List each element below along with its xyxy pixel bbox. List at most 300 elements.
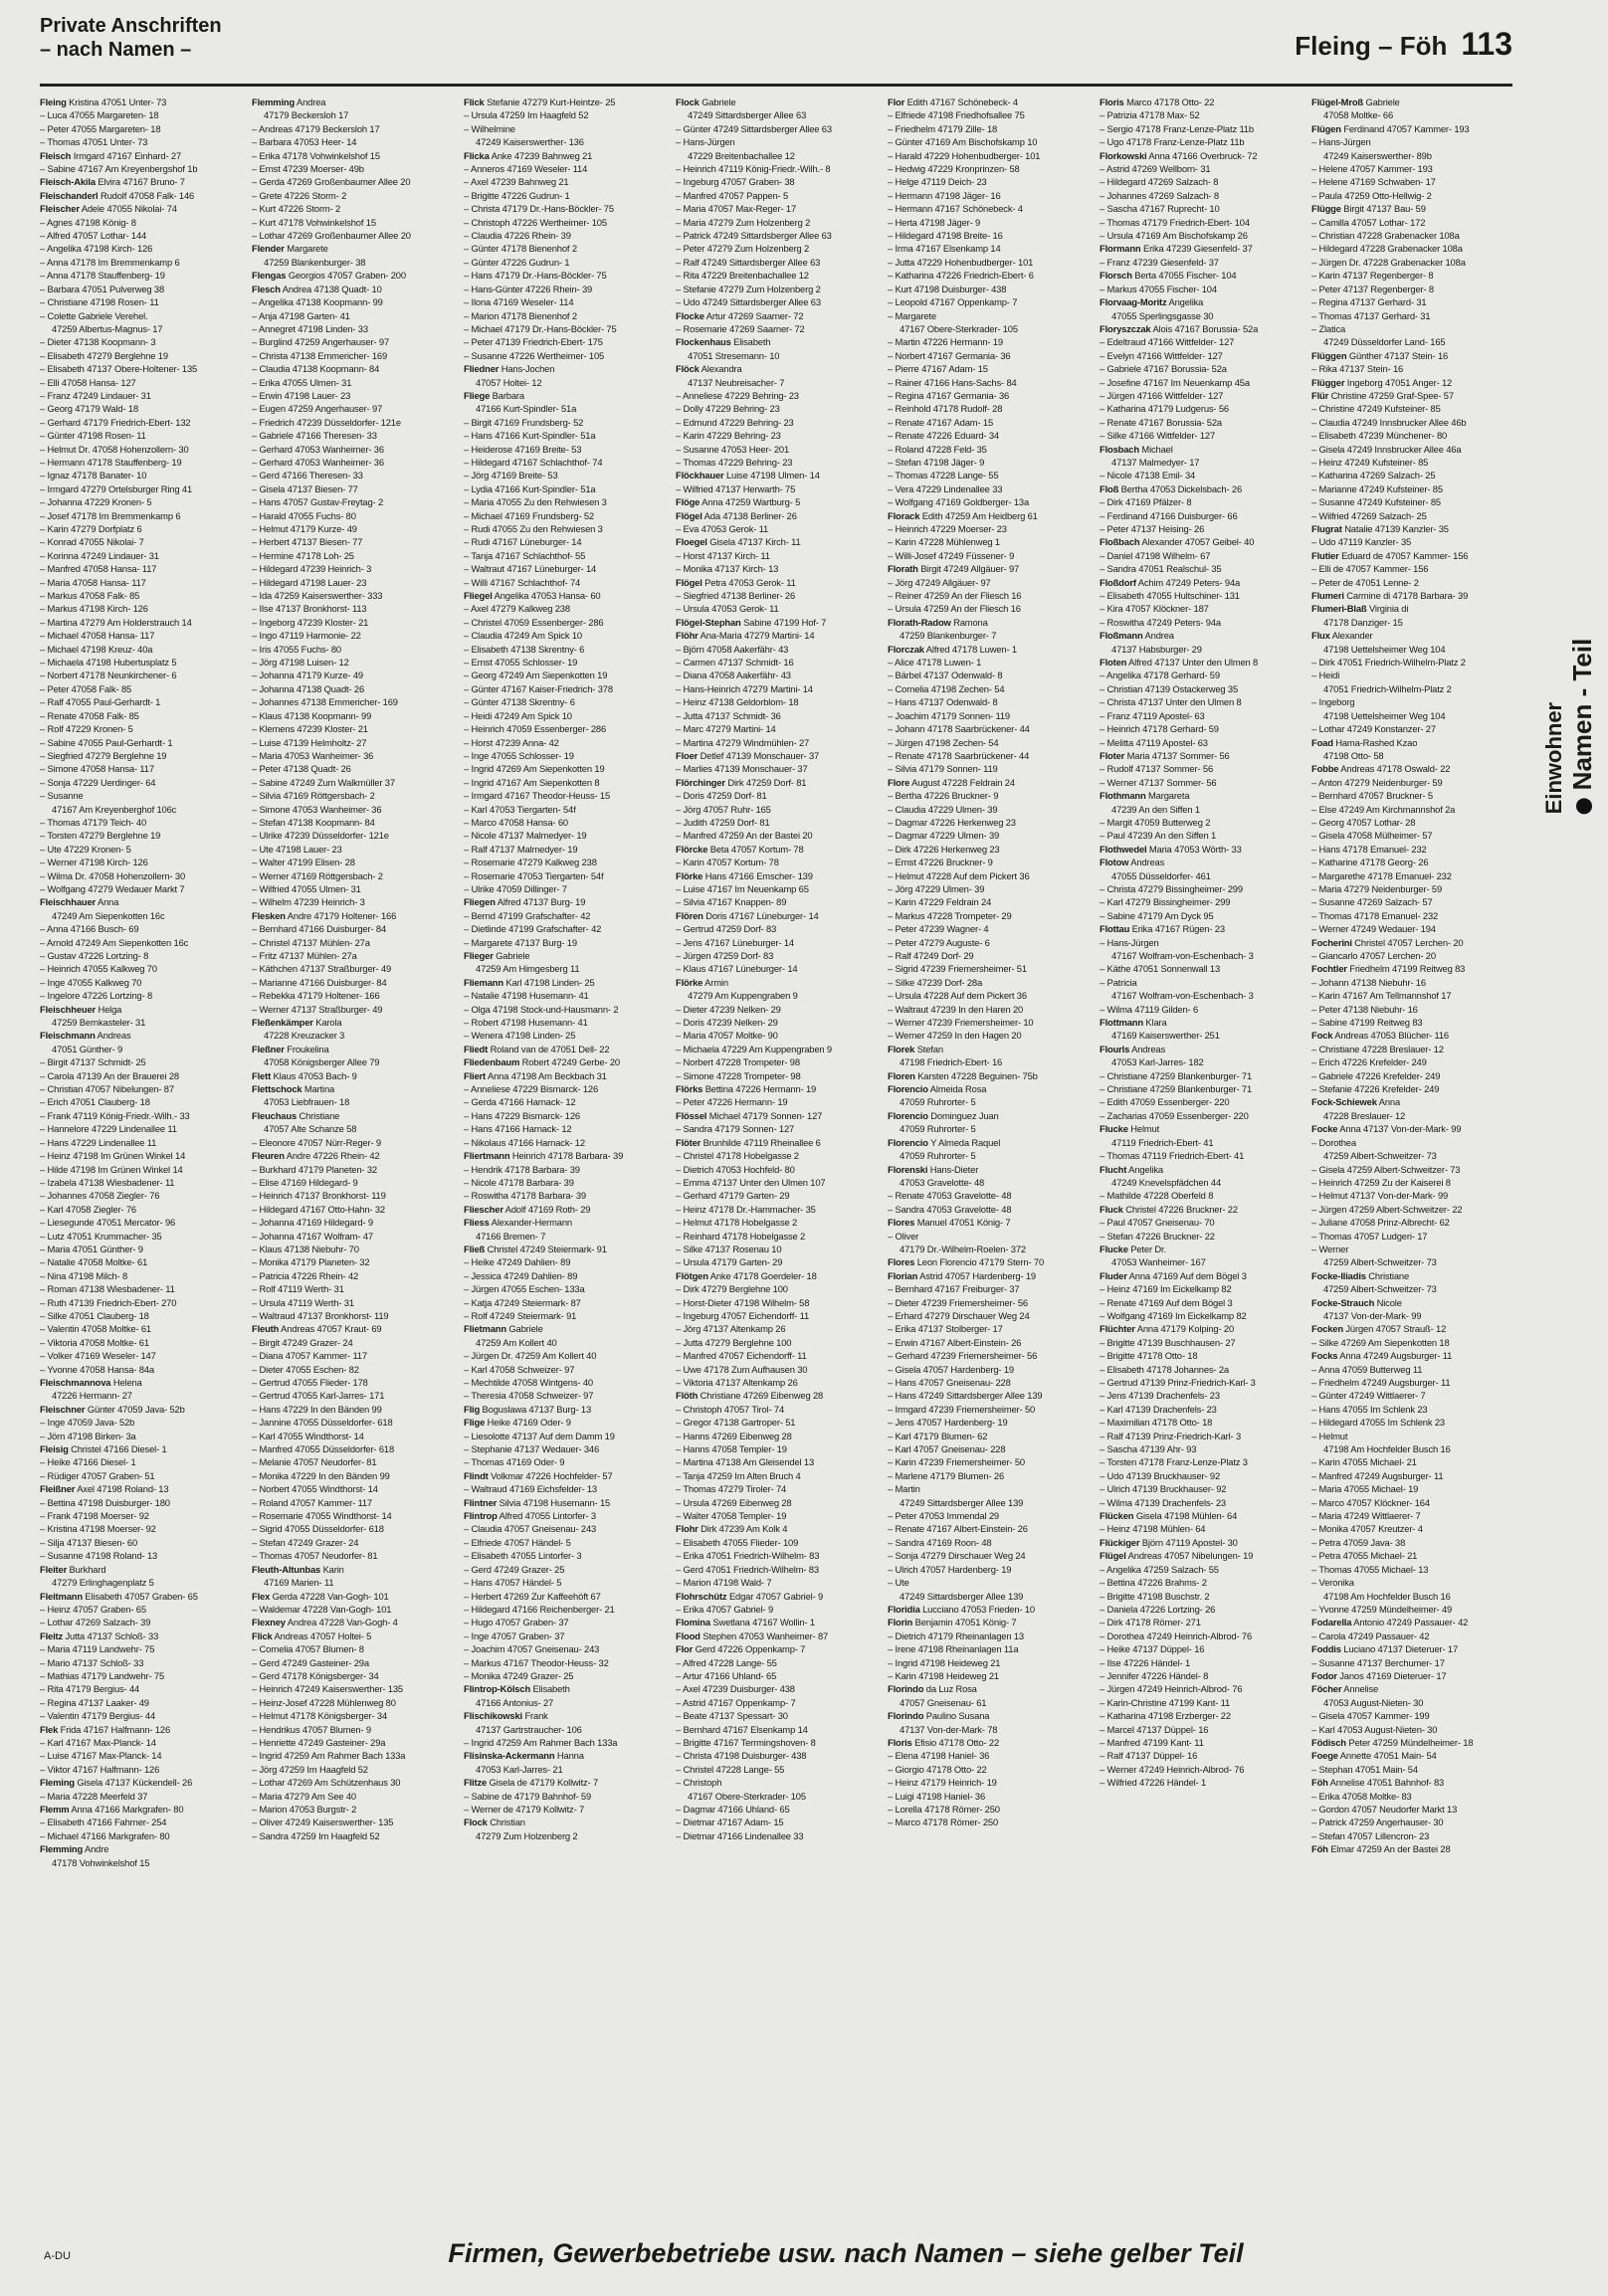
directory-entry: – Silke 47166 Wittfelder- 127 [1100, 430, 1216, 442]
directory-entry: – Ingrid 47259 Am Rahmer Bach 133a [252, 1750, 406, 1762]
directory-entry: – Juliane 47058 Prinz-Albrecht- 62 [1311, 1217, 1450, 1229]
directory-entry: 47228 Breslauer- 12 [1323, 1109, 1406, 1121]
directory-entry: – Gisela 47058 Mülheimer- 57 [1311, 830, 1433, 842]
directory-entry: Flören Doris 47167 Lüneburger- 14 [676, 909, 819, 921]
entry-surname: Florin [888, 1617, 913, 1628]
directory-entry: – Ilse 47137 Bronkhorst- 113 [252, 603, 367, 615]
directory-entry: – Heinrich 47178 Gerhard- 59 [1100, 723, 1219, 735]
directory-entry: Florath Birgit 47249 Allgäuer- 97 [888, 563, 1020, 575]
directory-entry: Fleßner Froukelina [252, 1043, 329, 1054]
directory-entry: – Manfred 47057 Eichendorff- 11 [676, 1350, 807, 1362]
directory-column-1 [40, 96, 239, 2214]
entry-surname: Flisinska-Ackermann [464, 1750, 555, 1762]
directory-entry: – Arnold 47249 Am Siepenkotten 16c [40, 936, 189, 948]
directory-entry: – Axel 47279 Kalkweg 238 [464, 603, 570, 615]
entry-surname: Floten [1100, 657, 1127, 669]
directory-entry: Florian Astrid 47057 Hardenberg- 19 [888, 1269, 1036, 1281]
directory-entry: Flucke Peter Dr. [1100, 1243, 1166, 1254]
directory-entry: – Waltraut 47239 In den Haren 20 [888, 1003, 1024, 1015]
entry-surname: Fliemann [464, 976, 503, 988]
directory-entry: – Karin 47137 Regenberger- 8 [1311, 270, 1434, 282]
entry-surname: Flengas [252, 270, 287, 282]
directory-entry: – Waldemar 47228 Van-Gogh- 101 [252, 1603, 392, 1615]
directory-entry: – Leopold 47167 Oppenkamp- 7 [888, 296, 1018, 308]
directory-entry: – Yvonne 47259 Mündelheimer- 49 [1311, 1603, 1453, 1615]
directory-entry: 47051 Friedrich-Wilhelm-Platz 2 [1323, 682, 1452, 694]
entry-surname: Fliescher [464, 1203, 503, 1215]
directory-entry: – Hildegard 47166 Reichenberger- 21 [464, 1603, 615, 1615]
directory-entry: – Agnes 47198 König- 8 [40, 216, 136, 228]
directory-entry: Flemming Andrea [252, 96, 326, 107]
directory-entry: – Bernhard 47167 Freiburger- 37 [888, 1283, 1020, 1295]
directory-entry: – Werner 47198 Kirch- 126 [40, 857, 148, 868]
directory-entry: – Rosemarie 47269 Saarner- 72 [676, 322, 805, 334]
directory-entry: – Olga 47198 Stock-und-Hausmann- 2 [464, 1003, 619, 1015]
directory-entry: – Korinna 47249 Lindauer- 31 [40, 549, 159, 561]
directory-entry: – Evelyn 47166 Wittfelder- 127 [1100, 349, 1223, 361]
entry-surname: Florek [888, 1043, 915, 1054]
directory-entry: – Birgit 47137 Schmidt- 25 [40, 1056, 146, 1068]
entry-surname: Fleischmann [40, 1030, 96, 1042]
entry-surname: Fleuren [252, 1150, 285, 1162]
entry-surname: Fliege [464, 389, 491, 401]
directory-entry: – Horst-Dieter 47198 Wilhelm- 58 [676, 1296, 810, 1308]
directory-entry: – Thomas 47229 Behring- 23 [676, 456, 793, 468]
directory-entry: – Karin 47055 Michael- 21 [1311, 1456, 1417, 1468]
entry-surname: Flörke [676, 869, 704, 881]
directory-entry: Flötgen Anke 47178 Goerdeler- 18 [676, 1269, 817, 1281]
directory-entry: Flüchter Anna 47179 Kolping- 20 [1100, 1323, 1235, 1335]
directory-entry: – Heidi 47249 Am Spick 10 [464, 709, 572, 721]
directory-entry: – Regina 47137 Gerhard- 31 [1311, 296, 1427, 308]
directory-entry: – Käthe 47051 Sonnenwall 13 [1100, 963, 1221, 975]
entry-surname: Flintner [464, 1496, 498, 1508]
directory-entry: – Jörg 47249 Allgäuer- 97 [888, 576, 991, 588]
directory-column-6 [1100, 96, 1299, 2214]
directory-entry: Flögel Ada 47138 Berliner- 26 [676, 509, 797, 521]
entry-surname: Fleischhauer [40, 896, 97, 908]
directory-entry: – Georg 47057 Lothar- 28 [1311, 816, 1416, 828]
directory-entry: Foege Annette 47051 Main- 54 [1311, 1750, 1437, 1762]
directory-entry: 47166 Bremen- 7 [476, 1230, 546, 1242]
directory-entry: – Bettina 47226 Brahms- 2 [1100, 1577, 1207, 1589]
entry-surname: Flitze [464, 1777, 488, 1789]
directory-entry: 47259 Albert-Schweitzer- 73 [1323, 1150, 1437, 1162]
entry-surname: Fleischmannova [40, 1377, 111, 1388]
directory-entry: Flores Manuel 47051 König- 7 [888, 1217, 1011, 1229]
directory-entry: – Jörg 47229 Ulmen- 39 [888, 882, 985, 894]
directory-entry: Flor Gerd 47226 Oppenkamp- 7 [676, 1643, 806, 1655]
directory-entry: Flössel Michael 47179 Sonnen- 127 [676, 1109, 823, 1121]
directory-entry: – Werner 47249 Wedauer- 194 [1311, 923, 1436, 935]
directory-entry: 47179 Beckersloh 17 [264, 109, 349, 121]
directory-entry: – Margarethe 47178 Emanuel- 232 [1311, 869, 1452, 881]
directory-entry: 47167 Am Kreyenberghof 106c [52, 803, 177, 815]
directory-entry: – Karin 47228 Mühlenweg 1 [888, 536, 1000, 548]
entry-surname: Florack [888, 509, 920, 521]
directory-entry: 47198 Am Hochfelder Busch 16 [1323, 1443, 1451, 1455]
directory-entry: – Heiderose 47169 Breite- 53 [464, 443, 582, 455]
directory-entry: Fock Andreas 47053 Blücher- 116 [1311, 1030, 1449, 1042]
directory-entry: – Roman 47138 Wiesbadener- 11 [40, 1283, 175, 1295]
directory-entry: 47167 Obere-Sterkrader- 105 [900, 322, 1018, 334]
directory-entry: – Silke 47137 Rosenau 10 [676, 1243, 782, 1254]
directory-entry: – Maria 47228 Meerfeld 37 [40, 1790, 148, 1802]
entry-surname: Flesch [252, 283, 281, 294]
directory-entry: Floßmann Andrea [1100, 630, 1174, 642]
directory-entry: – Sandra 47169 Roon- 48 [888, 1536, 992, 1548]
directory-entry: Flöth Christiane 47269 Eibenweg 28 [676, 1390, 824, 1402]
directory-entry: Flügel-Mroß Gabriele [1311, 96, 1400, 107]
directory-entry: Focke Anna 47137 Von-der-Mark- 99 [1311, 1123, 1462, 1135]
directory-entry: – Norbert 47228 Trompeter- 98 [676, 1056, 800, 1068]
directory-entry: – Renate 47169 Auf dem Bögel 3 [1100, 1296, 1233, 1308]
entry-surname: Flex [252, 1590, 271, 1602]
directory-entry: – Lothar 47269 Großenbaumer Allee 20 [252, 230, 411, 242]
entry-surname: Focke [1311, 1123, 1338, 1135]
directory-entry: Fleischmannova Helena [40, 1377, 142, 1388]
directory-entry: – Karin 47167 Am Tellmannshof 17 [1311, 990, 1452, 1002]
directory-entry: – Izabela 47138 Wiesbadener- 11 [40, 1176, 175, 1188]
directory-entry: – Karin 47239 Friemersheimer- 50 [888, 1456, 1025, 1468]
directory-entry: 47169 Kaiserswerther- 251 [1111, 1030, 1220, 1042]
entry-surname: Flohrschütz [676, 1590, 727, 1602]
directory-entry: Foddis Luciano 47137 Dieteruer- 17 [1311, 1643, 1459, 1655]
directory-entry: – Markus 47198 Kirch- 126 [40, 603, 148, 615]
entry-surname: Fleischheuer [40, 1003, 97, 1015]
directory-entry: – Valentin 47179 Bergius- 44 [40, 1710, 156, 1722]
bullet-icon [1576, 798, 1592, 814]
directory-entry: – Mathilde 47228 Oberfeld 8 [1100, 1190, 1214, 1202]
directory-entry: Fliedenbaum Robert 47249 Gerbe- 20 [464, 1056, 620, 1068]
directory-entry: Flumeri Carmine di 47178 Barbara- 39 [1311, 590, 1469, 602]
directory-entry: – Maria 47057 Max-Reger- 17 [676, 203, 797, 215]
directory-entry: – Norbert 47167 Germania- 36 [888, 349, 1011, 361]
directory-entry: – Kristina 47198 Moerser- 92 [40, 1523, 156, 1535]
directory-entry: Fliege Barbara [464, 389, 524, 401]
directory-entry: – Susanne 47249 Kufsteiner- 85 [1311, 496, 1441, 508]
entry-surname: Flek [40, 1723, 59, 1735]
entry-surname: Fleißner [40, 1483, 76, 1495]
directory-entry: – Silke 47269 Am Siepenkotten 18 [1311, 1336, 1450, 1348]
directory-entry: Flood Stephen 47053 Wanheimer- 87 [676, 1629, 829, 1641]
entry-surname: Fochtler [1311, 963, 1347, 975]
directory-entry: – Gerda 47166 Harnack- 12 [464, 1096, 576, 1108]
directory-entry: – Marco 47058 Hansa- 60 [464, 816, 568, 828]
directory-entry: – Christian 47057 Nibelungen- 87 [40, 1083, 174, 1095]
directory-entry: – Gisela 47137 Biesen- 77 [252, 482, 358, 494]
directory-entry: – Natalie 47198 Husemann- 41 [464, 990, 589, 1002]
directory-entry: Flux Alexander [1311, 630, 1373, 642]
directory-entry: – Nicole 47138 Emil- 34 [1100, 470, 1196, 481]
entry-surname: Flock [464, 1817, 488, 1828]
section-title-line1: Private Anschriften [40, 15, 222, 37]
directory-entry: – Herbert 47269 Zur Kaffeehöft 67 [464, 1590, 601, 1602]
directory-entry: – Jens 47167 Lüneburger- 14 [676, 936, 794, 948]
directory-entry: – Friedhelm 47179 Zille- 18 [888, 122, 998, 134]
directory-entry: Flisinska-Ackermann Hanna [464, 1750, 584, 1762]
directory-entry: – Hildegard 47239 Heinrich- 3 [252, 563, 372, 575]
entry-surname: Fließ [464, 1243, 486, 1254]
directory-entry: – Hildegard 47198 Lauer- 23 [252, 576, 367, 588]
directory-entry: – Edith 47059 Essenberger- 220 [1100, 1096, 1230, 1108]
directory-entry: – Angelika 47198 Kirch- 126 [40, 243, 153, 255]
directory-entry: – Reinhard 47178 Hobelgasse 2 [676, 1230, 806, 1242]
directory-entry: – Peter 47137 Heising- 26 [1100, 523, 1205, 534]
directory-entry: – Rolf 47229 Kronen- 5 [40, 723, 133, 735]
directory-entry: – Patrick 47249 Sittardsberger Allee 63 [676, 230, 832, 242]
directory-entry: Florindo da Luz Rosa [888, 1683, 977, 1695]
directory-entry: – Ingrid 47259 Am Rahmer Bach 133a [464, 1736, 618, 1748]
directory-entry: Flöge Anna 47259 Wartburg- 5 [676, 496, 801, 508]
directory-entry: – Ilona 47169 Weseler- 114 [464, 296, 574, 308]
directory-entry: – Martin 47226 Hermann- 19 [888, 336, 1003, 348]
entry-surname: Flügel-Mroß [1311, 96, 1363, 107]
directory-entry: 47259 Bernkasteler- 31 [52, 1017, 146, 1029]
directory-entry: Flick Stefanie 47279 Kurt-Heintze- 25 [464, 96, 616, 107]
directory-entry: Flindt Volkmar 47226 Hochfelder- 57 [464, 1469, 613, 1481]
directory-entry: – Ernst 47055 Schlosser- 19 [464, 657, 578, 669]
directory-entry: – Maria 47055 Michael- 19 [1311, 1483, 1419, 1495]
directory-entry: 47259 Albertus-Magnus- 17 [52, 322, 163, 334]
directory-entry: – Michael 47058 Hansa- 117 [40, 630, 155, 642]
entry-surname: Flücken [1100, 1510, 1134, 1522]
directory-entry: – Angelika 47138 Koopmann- 99 [252, 296, 383, 308]
directory-entry: – Artur 47166 Uhland- 65 [676, 1669, 777, 1681]
directory-entry: – Ernst 47226 Bruckner- 9 [888, 857, 993, 868]
entry-surname: Flige [464, 1417, 486, 1429]
directory-entry: – Gertrud 47055 Flieder- 178 [252, 1377, 368, 1388]
directory-column-5 [888, 96, 1087, 2214]
directory-entry: 47058 Königsberger Allee 79 [264, 1056, 380, 1068]
directory-entry: – Michael 47198 Kreuz- 40a [40, 643, 153, 655]
directory-entry: – Maria 47058 Hansa- 117 [40, 576, 146, 588]
directory-entry: – Marco 47057 Klöckner- 164 [1311, 1496, 1430, 1508]
directory-entry: 47178 Danziger- 15 [1323, 616, 1403, 628]
entry-surname: Floris [1100, 96, 1124, 107]
directory-entry: – Renate 47167 Borussia- 52a [1100, 416, 1222, 428]
directory-entry: – Oliver [888, 1230, 919, 1242]
directory-entry: – Michael 47169 Frundsberg- 52 [464, 509, 594, 521]
directory-entry: Födisch Peter 47259 Mündelheimer- 18 [1311, 1736, 1474, 1748]
directory-entry: – Hilde 47198 Im Grünen Winkel 14 [40, 1163, 183, 1175]
directory-entry: – Christoph 47057 Tirol- 74 [676, 1403, 785, 1415]
directory-entry: Flemming Andre [40, 1843, 109, 1855]
directory-entry: – Petra 47059 Java- 38 [1311, 1536, 1406, 1548]
directory-entry: – Ulrike 47059 Dillinger- 7 [464, 882, 567, 894]
directory-entry: Flintrop Alfred 47055 Lintorfer- 3 [464, 1510, 596, 1522]
directory-entry: – Jörg 47169 Breite- 53 [464, 470, 558, 481]
directory-entry: – Helmut 47178 Hobelgasse 2 [676, 1217, 798, 1229]
directory-entry: – Heinrich 47119 König-Friedr.-Wilh.- 8 [676, 163, 831, 175]
directory-entry: – Karl 47167 Max-Planck- 14 [40, 1736, 156, 1748]
directory-entry: – Anton 47279 Neidenburger- 59 [1311, 776, 1443, 788]
directory-entry: Flügger Ingeborg 47051 Anger- 12 [1311, 376, 1453, 388]
directory-entry: – Inge 47059 Java- 52b [40, 1417, 135, 1429]
directory-entry: – Hans 47229 Bismarck- 126 [464, 1109, 580, 1121]
directory-entry: – Ursula 47228 Auf dem Pickert 36 [888, 990, 1027, 1002]
directory-entry: – Thomas 47057 Neudorfer- 81 [252, 1550, 378, 1562]
directory-entry: – Renate 47058 Falk- 85 [40, 709, 139, 721]
directory-entry: – Anneliese 47229 Behring- 23 [676, 389, 799, 401]
directory-entry: 47059 Ruhrorter- 5 [900, 1150, 976, 1162]
entry-surname: Flucht [1100, 1163, 1127, 1175]
directory-entry: – Katharina 47179 Ludgerus- 56 [1100, 403, 1229, 415]
directory-entry: – Angelika 47178 Gerhard- 59 [1100, 670, 1220, 681]
directory-entry: – Gerd 47178 Königsberger- 34 [252, 1669, 379, 1681]
directory-entry: – Wilhelm 47239 Heinrich- 3 [252, 896, 365, 908]
directory-entry: – Erika 47058 Moltke- 83 [1311, 1790, 1412, 1802]
directory-entry: Flögel Petra 47053 Gerok- 11 [676, 576, 796, 588]
directory-entry: – Käthchen 47137 Straßburger- 49 [252, 963, 392, 975]
directory-entry: – Gerhard 47053 Wanheimer- 36 [252, 443, 384, 455]
directory-entry: – Michael 47179 Dr.-Hans-Böckler- 75 [464, 322, 617, 334]
directory-entry: – Heike 47249 Dahlien- 89 [464, 1256, 571, 1268]
directory-entry: – Beate 47137 Spessart- 30 [676, 1710, 788, 1722]
directory-entry: – Doris 47239 Nelken- 29 [676, 1017, 778, 1029]
directory-entry: Flockenhaus Elisabeth [676, 336, 771, 348]
directory-entry: Flottmann Klara [1100, 1017, 1167, 1029]
directory-entry: – Werner 47239 Friemersheimer- 10 [888, 1017, 1034, 1029]
directory-entry: – Christa 47198 Duisburger- 438 [676, 1750, 807, 1762]
directory-entry: 47166 Kurt-Spindler- 51a [476, 403, 577, 415]
entry-surname: Flomina [676, 1617, 710, 1628]
directory-entry: – Thomas 47119 Friedrich-Ebert- 41 [1100, 1150, 1245, 1162]
directory-entry: Flöter Brunhilde 47119 Rheinallee 6 [676, 1136, 821, 1148]
directory-entry: – Günter 47138 Skrentny- 6 [464, 696, 575, 708]
directory-entry: – Mario 47137 Schloß- 33 [40, 1656, 144, 1668]
entry-surname: Flögel-Stephan [676, 616, 741, 628]
directory-entry: – Gertrud 47139 Prinz-Friedrich-Karl- 3 [1100, 1377, 1256, 1388]
directory-entry: 47259 Blankenburger- 7 [900, 630, 997, 642]
directory-entry: – Karl 47058 Ziegler- 76 [40, 1203, 136, 1215]
directory-entry: – Christine 47249 Kufsteiner- 85 [1311, 403, 1441, 415]
directory-entry: Fleischheuer Helga [40, 1003, 122, 1015]
directory-entry: – Jürgen Dr. 47228 Grabenacker 108a [1311, 256, 1466, 268]
directory-entry: – Thomas 47178 Emanuel- 232 [1311, 909, 1439, 921]
directory-entry: 47055 Düsseldorfer- 461 [1111, 869, 1211, 881]
directory-entry: – Friedhelm 47249 Augsburger- 11 [1311, 1377, 1451, 1388]
directory-entry: – Kurt 47226 Storm- 2 [252, 203, 341, 215]
directory-entry: – Axel 47239 Bahnweg 21 [464, 176, 569, 188]
entry-surname: Flöge [676, 496, 701, 508]
directory-entry: – Liesegunde 47051 Mercator- 96 [40, 1217, 176, 1229]
directory-entry: – Peter 47055 Margareten- 18 [40, 122, 161, 134]
directory-entry: – Elisabeth 47239 Münchener- 80 [1311, 430, 1448, 442]
directory-entry: Flormann Erika 47239 Giesenfeld- 37 [1100, 243, 1253, 255]
directory-entry: – Zacharias 47059 Essenberger- 220 [1100, 1109, 1249, 1121]
directory-entry: 47249 Sittardsberger Allee 139 [900, 1496, 1024, 1508]
directory-entry: – Yvonne 47058 Hansa- 84a [40, 1363, 154, 1375]
directory-entry: – Frank 47119 König-Friedr.-Wilh.- 33 [40, 1109, 190, 1121]
directory-entry: – Jörg 47198 Luisen- 12 [252, 657, 349, 669]
directory-entry: – Thomas 47279 Tiroler- 74 [676, 1483, 787, 1495]
directory-entry: Flesch Andrea 47138 Quadt- 10 [252, 283, 382, 294]
directory-entry: – Anna 47178 Stauffenberg- 19 [40, 270, 165, 282]
directory-entry: Fluder Anna 47169 Auf dem Bögel 3 [1100, 1269, 1247, 1281]
entry-surname: Flörke [676, 976, 704, 988]
directory-entry: – Günter 47249 Sittardsberger Allee 63 [676, 122, 832, 134]
directory-column-3 [464, 96, 663, 2214]
directory-entry: – Thomas 47179 Teich- 40 [40, 816, 147, 828]
directory-entry: 47059 Ruhrorter- 5 [900, 1096, 976, 1108]
directory-entry: – Rita 47179 Bergius- 44 [40, 1683, 140, 1695]
directory-entry: – Jürgen 47055 Eschen- 133a [464, 1283, 585, 1295]
directory-entry: – Georg 47249 Am Siepenkotten 19 [464, 670, 608, 681]
directory-entry: – Klemens 47239 Kloster- 21 [252, 723, 368, 735]
entry-surname: Fock [1311, 1030, 1333, 1042]
directory-entry: – Diana 47058 Aakerfähr- 43 [676, 670, 791, 681]
directory-entry: – Joachim 47057 Gneisenau- 243 [464, 1643, 600, 1655]
directory-entry: – Dietrich 47179 Rheinanlagen 13 [888, 1629, 1024, 1641]
directory-entry: Flörke Hans 47166 Emscher- 139 [676, 869, 813, 881]
directory-entry: – Stephanie 47137 Wedauer- 346 [464, 1443, 600, 1455]
directory-entry: – Waltraut 47167 Lüneburger- 14 [464, 563, 597, 575]
directory-entry: – Herbert 47137 Biesen- 77 [252, 536, 363, 548]
directory-entry: – Silvia 47167 Knappen- 89 [676, 896, 787, 908]
directory-entry: Flig Boguslawa 47137 Burg- 13 [464, 1403, 592, 1415]
directory-entry: 47167 Wolfram-von-Eschenbach- 3 [1111, 950, 1254, 961]
entry-surname: Fleing [40, 96, 67, 107]
directory-entry: – Jürgen 47259 Albert-Schweitzer- 22 [1311, 1203, 1463, 1215]
directory-entry: – Gerd 47051 Friedrich-Wilhelm- 83 [676, 1563, 819, 1575]
directory-entry: – Udo 47139 Bruckhauser- 92 [1100, 1469, 1221, 1481]
directory-entry: – Anneros 47169 Weseler- 114 [464, 163, 588, 175]
directory-entry: – Lothar 47269 Am Schützenhaus 30 [252, 1777, 401, 1789]
directory-entry: – Erika 47057 Gabriel- 9 [676, 1603, 774, 1615]
directory-entry: – Frank 47198 Moerser- 92 [40, 1510, 149, 1522]
directory-entry: Foad Hama-Rashed Kzao [1311, 736, 1418, 748]
directory-entry: 47198 Uettelsheimer Weg 104 [1323, 643, 1446, 655]
directory-entry: – Manfred 47259 An der Bastei 20 [676, 830, 813, 842]
directory-entry: Fliemann Karl 47198 Linden- 25 [464, 976, 595, 988]
directory-entry: – Peter 47053 Immendal 29 [888, 1510, 999, 1522]
directory-entry: 47249 Düsseldorfer Land- 165 [1323, 336, 1446, 348]
directory-entry: – Peter de 47051 Lenne- 2 [1311, 576, 1419, 588]
entry-surname: Flor [888, 96, 905, 107]
directory-entry: – Kurt 47178 Vohwinkelshof 15 [252, 216, 376, 228]
directory-entry: Flomina Swetlana 47167 Wollin- 1 [676, 1617, 815, 1628]
entry-surname: Floer [676, 749, 699, 761]
directory-entry: – Thomas 47057 Ludgeri- 17 [1311, 1230, 1428, 1242]
directory-entry: – Thomas 47055 Michael- 13 [1311, 1563, 1429, 1575]
entry-surname: Flöhr [676, 630, 699, 642]
directory-entry: Florsch Berta 47055 Fischer- 104 [1100, 270, 1237, 282]
directory-entry: – Christiane 47228 Breslauer- 12 [1311, 1043, 1444, 1054]
directory-entry: – Gregor 47138 Gartroper- 51 [676, 1417, 796, 1429]
directory-entry: – Maria 47055 Zu den Rehwiesen 3 [464, 496, 607, 508]
directory-entry: – Paul 47057 Gneisenau- 70 [1100, 1217, 1215, 1229]
directory-entry: – Katharina 47226 Friedrich-Ebert- 6 [888, 270, 1034, 282]
directory-entry: – Heinz-Josef 47228 Mühlenweg 80 [252, 1696, 396, 1708]
directory-entry: Floris Efisio 47178 Otto- 22 [888, 1736, 1000, 1748]
directory-entry: – Erika 47055 Ulmen- 31 [252, 376, 352, 388]
directory-entry: – Jürgen 47198 Zechen- 54 [888, 736, 999, 748]
directory-entry: – Hans-Heinrich 47279 Martini- 14 [676, 682, 813, 694]
directory-entry: – Kurt 47198 Duisburger- 438 [888, 283, 1007, 294]
directory-entry: 47249 Knevelspfädchen 44 [1111, 1176, 1222, 1188]
directory-entry: – Nina 47198 Milch- 8 [40, 1269, 128, 1281]
directory-entry: 47053 Karl-Jarres- 21 [476, 1763, 563, 1775]
directory-entry: – Manfred 47199 Kant- 11 [1100, 1736, 1204, 1748]
directory-entry: Fleischhauer Anna [40, 896, 119, 908]
directory-entry: Florencio Dominguez Juan [888, 1109, 999, 1121]
directory-entry: – Ulrich 47139 Bruckhauser- 92 [1100, 1483, 1227, 1495]
directory-entry: Flores Leon Florencio 47179 Stern- 70 [888, 1256, 1045, 1268]
directory-entry: – Susanne 47053 Heer- 201 [676, 443, 790, 455]
entry-surname: Flor [676, 1643, 694, 1655]
directory-entry: – Helmut 47228 Auf dem Pickert 36 [888, 869, 1030, 881]
